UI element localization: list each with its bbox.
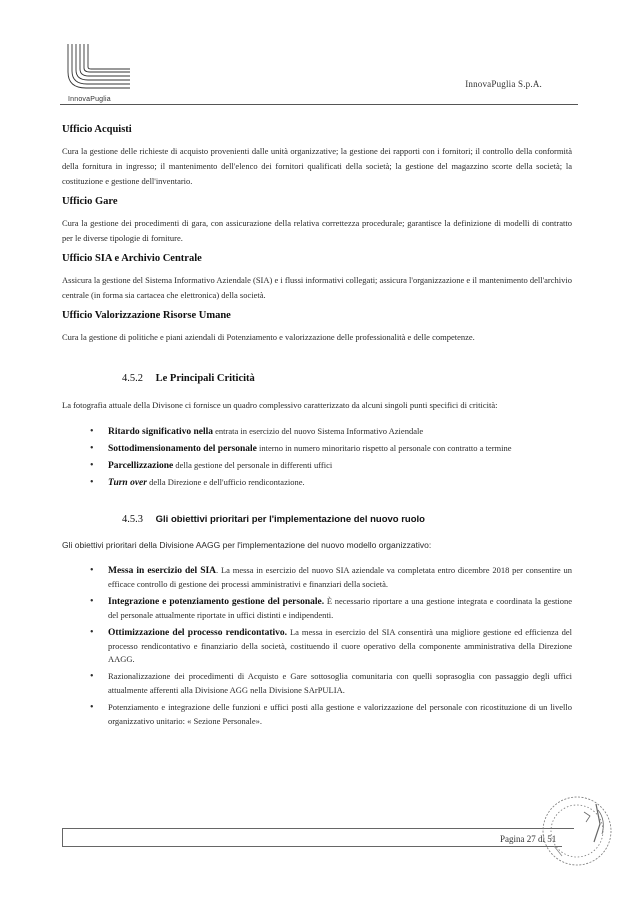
section-heading-criticita (122, 373, 572, 384)
paragraph-sia: Assicura la gestione del Sistema Informativo Aziendale (SIA) e i flussi informativi collegati; assicura l'organizzazione e il mantenimento dell'archivio centrale (in forma sia cartacea che elettronica) della società. (62, 275, 572, 300)
official-stamp-icon (536, 790, 618, 872)
logo-text: InnovaPuglia (68, 96, 111, 103)
item-text: È necessario riportare a una gestione integrata e coordinata la gestione del personale attualmente riportate in uffici distinti e indipendenti. (108, 596, 572, 620)
bullet-icon: • (90, 565, 94, 576)
heading-ufficio-sia: Ufficio SIA e Archivio Centrale (62, 253, 202, 264)
section-number: 4.5.2 (122, 373, 143, 384)
item-text: interno in numero minoritario rispetto al personale con contratto a termine (256, 443, 512, 453)
footer-box-edge (62, 828, 63, 846)
obiettivi-list (62, 564, 572, 728)
section-heading-obiettivi (122, 514, 572, 525)
list-item (62, 595, 572, 622)
list-item (62, 626, 572, 666)
bullet-icon: • (90, 443, 94, 454)
item-text: della Direzione e dell'ufficio rendicontazione. (146, 477, 305, 487)
item-bold: Parcellizzazione (108, 461, 174, 471)
bullet-icon: • (90, 477, 94, 488)
list-item (62, 701, 572, 728)
item-text: Razionalizzazione dei procedimenti di Acquisto e Gare sottosoglia comunitaria con quelli soprasoglia con passaggio degli uffici attualmente afferenti alla Divisione AGG nella Divisione SArPULIA. (108, 671, 572, 695)
bullet-icon: • (90, 460, 94, 471)
paragraph-acquisti: Cura la gestione delle richieste di acquisto provenienti dalle unità organizzative; la gestione dei rapporti con i fornitori; il controllo della conformità della fornitura in ingresso; il mantenimento dell'elenco dei fornitori qualificati della società; la gestione del magazzino scorte della società; la costituzione e gestione dell'inventario. (62, 146, 572, 186)
list-item (62, 476, 572, 490)
bullet-icon: • (90, 426, 94, 437)
list-item (62, 425, 572, 439)
item-bold: Ottimizzazione del processo rendicontativo. (108, 628, 287, 638)
list-item (62, 442, 572, 456)
criticita-list (62, 425, 572, 490)
list-item (62, 564, 572, 591)
paragraph-criticita-intro: La fotografia attuale della Divisone ci fornisce un quadro complessivo caratterizzato da alcuni singoli punti specifici di criticità: (62, 400, 498, 410)
paragraph-obiettivi-intro: Gli obiettivi prioritari della Divisione AAGG per l'implementazione del nuovo modello organizzativo: (62, 540, 432, 550)
innovapuglia-logo (56, 42, 136, 108)
paragraph-gare: Cura la gestione dei procedimenti di gara, con assicurazione della relativa correttezza procedurale; garantisce la definizione di modelli di contratto per le diverse tipologie di forniture. (62, 218, 572, 243)
item-text: . La messa in esercizio del nuovo SIA aziendale va completata entro dicembre 2018 per consentire un efficace controllo di gestione dei processi amministrativi e finanziari della società. (108, 565, 572, 589)
paragraph-risorse-umane: Cura la gestione di politiche e piani aziendali di Potenziamento e valorizzazione delle professionalità e delle competenze. (62, 332, 475, 342)
heading-ufficio-risorse-umane: Ufficio Valorizzazione Risorse Umane (62, 310, 231, 321)
heading-ufficio-acquisti: Ufficio Acquisti (62, 124, 132, 135)
section-title: Gli obiettivi prioritari per l'implementazione del nuovo ruolo (155, 514, 425, 525)
section-title: Le Principali Criticità (155, 373, 255, 384)
item-bold: Turn over (108, 478, 147, 488)
item-text: entrata in esercizio del nuovo Sistema Informativo Aziendale (213, 426, 424, 436)
bullet-icon: • (90, 596, 94, 607)
item-bold: Integrazione e potenziamento gestione del personale. (108, 597, 325, 607)
company-name: InnovaPuglia S.p.A. (465, 79, 542, 89)
list-item (62, 459, 572, 473)
item-bold: Sottodimensionamento del personale (108, 444, 257, 454)
heading-ufficio-gare: Ufficio Gare (62, 196, 118, 207)
bullet-icon: • (90, 702, 94, 713)
logo-mark-icon (64, 42, 134, 94)
item-text: Potenziamento e integrazione delle funzioni e uffici posti alla gestione e valorizzazione del personale con ricostituzione di un livello organizzativo unitario: « Sezione Personale». (108, 702, 572, 726)
header-divider (60, 104, 578, 105)
item-text: La messa in esercizio del SIA consentirà una migliore gestione ed efficienza del processo rendicontativo e finanziario della società, costituendo il cuore operativo della componente amministrativa della Direzione AAGG. (108, 627, 572, 664)
bullet-icon: • (90, 671, 94, 682)
footer-divider (62, 828, 574, 829)
item-text: della gestione del personale in differenti uffici (173, 460, 333, 470)
bullet-icon: • (90, 627, 94, 638)
footer-box-bottom (62, 846, 562, 847)
item-bold: Ritardo significativo nella (108, 427, 214, 437)
section-number: 4.5.3 (122, 514, 143, 525)
list-item (62, 670, 572, 697)
item-bold: Messa in esercizio del SIA (108, 566, 217, 576)
main-content (62, 124, 572, 732)
page-number: Pagina 27 di 51 (500, 834, 557, 844)
